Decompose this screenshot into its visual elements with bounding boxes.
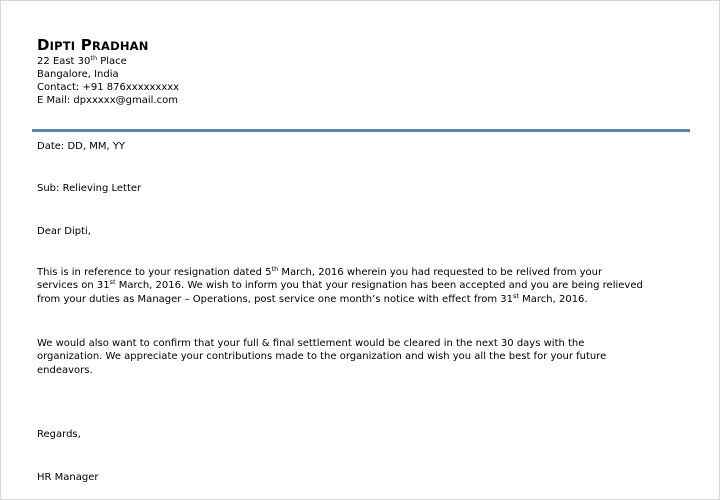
para1-line3: [37, 293, 588, 306]
para1-line3-sup: st: [513, 292, 519, 300]
letter-subject: Sub: Relieving Letter: [37, 183, 142, 194]
name-rest-last: RADHAN: [91, 39, 149, 53]
para1-line3-post: March, 2016.: [518, 294, 588, 305]
header-divider: [32, 129, 690, 132]
email-line: E Mail: dpxxxxx@gmail.com: [37, 95, 178, 106]
letter-salutation: Dear Dipti,: [37, 226, 91, 237]
letter-date: Date: DD, MM, YY: [37, 141, 126, 152]
para1-line3-text: from your duties as Manager – Operations, post service one month’s notice with effect from 31: [37, 294, 514, 305]
letter-closing: Regards,: [37, 429, 81, 440]
name-initial-first: D: [37, 36, 50, 54]
letter-signature: HR Manager: [37, 472, 99, 483]
para1-line2-text: services on 31: [37, 280, 110, 291]
contact-line: Contact: +91 876xxxxxxxxx: [37, 82, 180, 93]
address-line-1: [37, 55, 127, 68]
para1-line1-sup: th: [271, 265, 279, 273]
para1-line1-post: March, 2016 wherein you had requested to be relived from your: [278, 267, 603, 278]
para1-line2-post: March, 2016. We wish to inform you that your resignation has been accepted and you are being relieved: [115, 280, 643, 291]
name-rest-first: IPTI: [49, 39, 76, 53]
para2-line1: We would also want to confirm that your full & final settlement would be cleared in the next 30 days with the: [37, 338, 585, 349]
address-line-1-post: Place: [97, 56, 127, 67]
name-initial-last: P: [80, 36, 92, 54]
address-line-1-sup: th: [90, 54, 98, 62]
address-line-1-text: 22 East 30: [37, 56, 91, 67]
sender-name: [37, 36, 149, 54]
para2-line2: organization. We appreciate your contributions made to the organization and wish you all the best for your future: [37, 351, 607, 362]
para1-line1: [37, 266, 602, 279]
para1-line2-sup: st: [109, 278, 116, 286]
para2-line3: endeavors.: [37, 365, 93, 376]
para1-line1-text: This is in reference to your resignation dated 5: [37, 267, 272, 278]
address-line-2: Bangalore, India: [37, 69, 119, 80]
para1-line2: [37, 279, 643, 292]
